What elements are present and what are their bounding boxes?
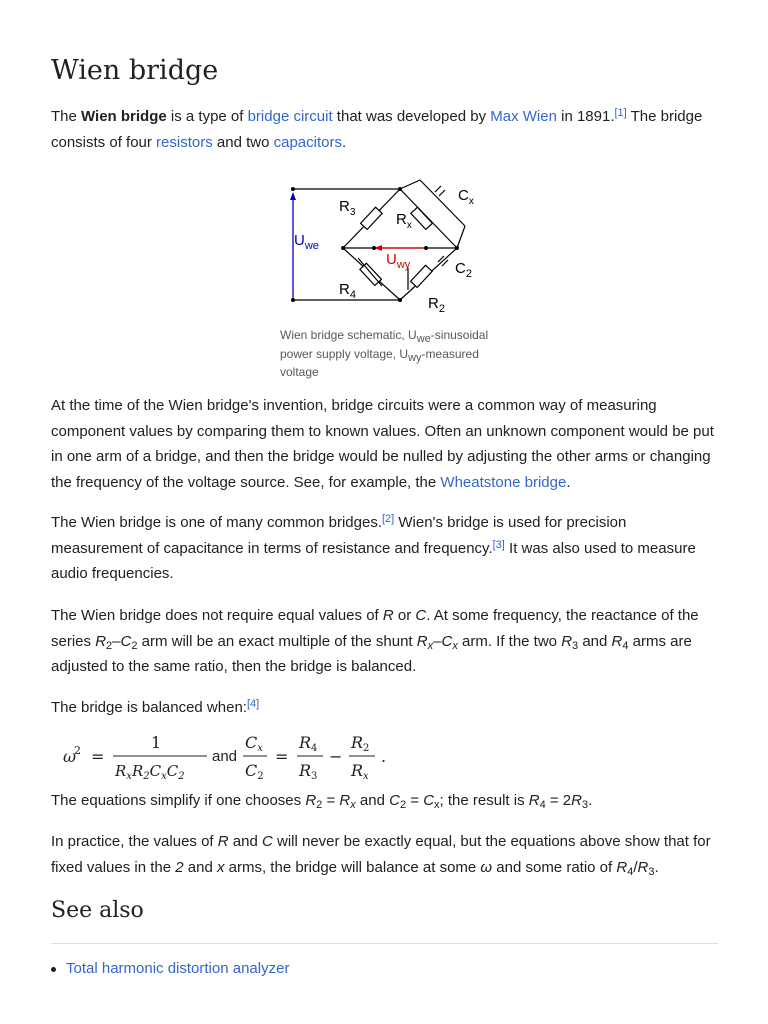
section-divider: [51, 943, 718, 944]
see-also-heading: See also: [51, 898, 144, 923]
ref-4[interactable]: [4]: [246, 698, 260, 710]
link-capacitors[interactable]: capacitors: [273, 133, 342, 151]
paragraph-balanced-when: The bridge is balanced when:[4]: [51, 698, 260, 716]
svg-text:Cx: Cx: [245, 733, 263, 754]
svg-text:=: =: [91, 747, 105, 766]
svg-text:RxR2CxC2: $R_xR_2C_xC_2$: [115, 762, 185, 782]
paragraph-equal-values: The Wien bridge does not require equal values of R or C. At some frequency, the reactance of the series $R_2-C_2$ arm will be an exact multiple of the shunt $R_x-C_x$ arm. If the two $R_3$ and $R_4$ arms are adjusted to the same ratio, then the bridge is balanced.: [51, 607, 699, 675]
ref-3[interactable]: [3]: [492, 538, 505, 551]
paragraph-practice: In practice, the values of R and C will never be exactly equal, but the equations above show that for fixed values in the 2 and x arms, the bridge will balance at some ω and some ratio of $R_4/R_3$.: [51, 833, 711, 878]
label-rx: $R_x$: [396, 211, 412, 231]
link-max-wien[interactable]: Max Wien: [490, 108, 557, 125]
wien-bridge-schematic[interactable]: [280, 178, 480, 323]
ref-1[interactable]: [1]: [614, 107, 627, 119]
label-uwy: $U_{wy}$: [386, 251, 411, 271]
bold-term: Wien bridge: [81, 108, 167, 125]
label-uwe: $U_{we}$: [294, 232, 319, 252]
link-bridge-circuit[interactable]: bridge circuit: [247, 108, 333, 125]
paragraph-simplify: The equations simplify if one chooses $R_2 = R_x$ and $C_2 = C_x$; the result is $R_4 = 2R_3$.: [51, 792, 593, 811]
svg-text:R3: R3: [299, 761, 318, 782]
svg-text:.: .: [381, 747, 387, 766]
paragraph-invention: At the time of the Wien bridge's invention, bridge circuits were a common way of measuring component values by comparing them to known values. Often an unknown component would be put in one arm of a bridge, and then the bridge would be nulled by adjusting the other arms or changing the frequency of the voltage source. See, for example, the Wheatstone bridge.: [51, 397, 714, 491]
svg-text:R2: R2: [351, 733, 370, 754]
ref-2[interactable]: [2]: [382, 513, 395, 525]
svg-text:2: 2: [74, 744, 81, 757]
label-r4: $R_4$: [339, 281, 356, 301]
label-r3: $R_3$: [339, 198, 356, 218]
link-total-harmonic-distortion-analyzer[interactable]: Total harmonic distortion analyzer: [66, 960, 290, 977]
label-cx: $C_x$: [458, 187, 474, 207]
balance-equation: [63, 730, 403, 787]
link-resistors[interactable]: resistors: [156, 133, 213, 151]
equation-and: and: [212, 748, 238, 765]
intro-paragraph: The Wien bridge is a type of bridge circuit that was developed by Max Wien in 1891.[1] The bridge consists of four resistors and two capacitors.: [51, 107, 703, 151]
svg-text:1: 1: [151, 733, 162, 752]
svg-text:C2: C2: [245, 761, 264, 782]
label-c2: $C_2$: [455, 260, 472, 280]
page-title: Wien bridge: [51, 55, 219, 86]
svg-text:R4: R4: [299, 733, 318, 754]
figure-caption: Wien bridge schematic, $U_{we}$-sinusoidal power supply voltage, $U_{wy}$-measured voltage: [280, 328, 489, 379]
svg-text:Rx: Rx: [351, 761, 369, 782]
svg-text:ω: ω: [63, 747, 77, 766]
bullet-icon: [51, 967, 56, 972]
svg-text:−: −: [329, 747, 343, 766]
link-wheatstone-bridge[interactable]: Wheatstone bridge: [440, 473, 567, 491]
see-also-item: [51, 956, 289, 981]
label-r2: $R_2$: [428, 295, 445, 315]
paragraph-common-bridges: The Wien bridge is one of many common bridges.[2] Wien's bridge is used for precision measurement of capacitance in terms of resistance and frequency.[3] It was also used to measure audio frequencies.: [51, 513, 696, 582]
svg-text:=: =: [275, 747, 289, 766]
